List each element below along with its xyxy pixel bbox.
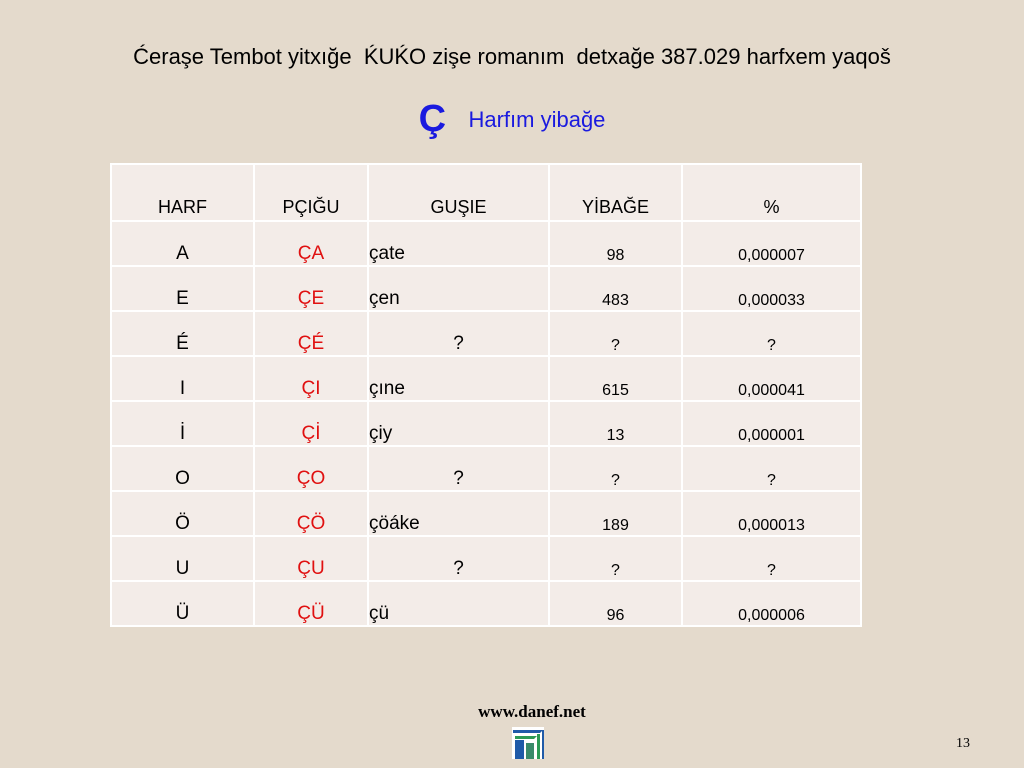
table-row bbox=[111, 581, 861, 626]
cell-gusie: çen bbox=[368, 266, 549, 311]
cell-percent: 0,000013 bbox=[682, 491, 861, 536]
table-row bbox=[111, 266, 861, 311]
cell-harf: A bbox=[111, 221, 254, 266]
table-row bbox=[111, 446, 861, 491]
header-harf: HARF bbox=[111, 164, 254, 221]
cell-percent: ? bbox=[682, 446, 861, 491]
header-pcigu: PÇIĞU bbox=[254, 164, 368, 221]
header-gusie: GUŞIE bbox=[368, 164, 549, 221]
cell-percent: ? bbox=[682, 536, 861, 581]
cell-harf: Ö bbox=[111, 491, 254, 536]
cell-pcigu: ÇA bbox=[254, 221, 368, 266]
cell-percent: ? bbox=[682, 311, 861, 356]
cell-harf: I bbox=[111, 356, 254, 401]
cell-harf: U bbox=[111, 536, 254, 581]
cell-pcigu: ÇO bbox=[254, 446, 368, 491]
cell-percent: 0,000007 bbox=[682, 221, 861, 266]
letter-table bbox=[110, 163, 862, 627]
cell-yibage: ? bbox=[549, 311, 682, 356]
subtitle-row bbox=[0, 98, 1024, 141]
cell-pcigu: ÇE bbox=[254, 266, 368, 311]
page-number: 13 bbox=[956, 736, 970, 751]
cell-yibage: 483 bbox=[549, 266, 682, 311]
cell-yibage: 98 bbox=[549, 221, 682, 266]
cell-gusie: çü bbox=[368, 581, 549, 626]
cell-gusie: ? bbox=[368, 311, 549, 356]
cell-harf: Ü bbox=[111, 581, 254, 626]
cell-gusie: çöáke bbox=[368, 491, 549, 536]
header-yibage: YİBAĞE bbox=[549, 164, 682, 221]
table-row bbox=[111, 401, 861, 446]
cell-yibage: ? bbox=[549, 446, 682, 491]
cell-percent: 0,000006 bbox=[682, 581, 861, 626]
table-row bbox=[111, 491, 861, 536]
cell-yibage: 189 bbox=[549, 491, 682, 536]
cell-yibage: ? bbox=[549, 536, 682, 581]
cell-yibage: 615 bbox=[549, 356, 682, 401]
table-row bbox=[111, 221, 861, 266]
table-row bbox=[111, 356, 861, 401]
featured-letter: Ç bbox=[418, 98, 447, 140]
footer-website-link[interactable]: www.danef.net bbox=[478, 702, 586, 721]
subtitle-text: Harfım yibağe bbox=[468, 106, 606, 132]
cell-pcigu: ÇI bbox=[254, 356, 368, 401]
cell-pcigu: ÇÉ bbox=[254, 311, 368, 356]
cell-harf: É bbox=[111, 311, 254, 356]
cell-percent: 0,000041 bbox=[682, 356, 861, 401]
cell-pcigu: Çİ bbox=[254, 401, 368, 446]
cell-percent: 0,000033 bbox=[682, 266, 861, 311]
cell-pcigu: ÇÜ bbox=[254, 581, 368, 626]
cell-gusie: ? bbox=[368, 536, 549, 581]
cell-yibage: 13 bbox=[549, 401, 682, 446]
header-percent: % bbox=[682, 164, 861, 221]
cell-yibage: 96 bbox=[549, 581, 682, 626]
table-row bbox=[111, 311, 861, 356]
cell-harf: İ bbox=[111, 401, 254, 446]
cell-gusie: ? bbox=[368, 446, 549, 491]
slide-title: Ćeraşe Tembot yitxığe ḰUḰO zişe romanım detxağe 387.029 harfxem yaqoš bbox=[133, 44, 891, 69]
table-header-row bbox=[111, 164, 861, 221]
cell-gusie: çiy bbox=[368, 401, 549, 446]
cell-pcigu: ÇU bbox=[254, 536, 368, 581]
cell-pcigu: ÇÖ bbox=[254, 491, 368, 536]
cell-percent: 0,000001 bbox=[682, 401, 861, 446]
cell-harf: O bbox=[111, 446, 254, 491]
cell-gusie: çıne bbox=[368, 356, 549, 401]
danef-logo-icon bbox=[512, 727, 544, 759]
cell-gusie: çate bbox=[368, 221, 549, 266]
table-row bbox=[111, 536, 861, 581]
cell-harf: E bbox=[111, 266, 254, 311]
